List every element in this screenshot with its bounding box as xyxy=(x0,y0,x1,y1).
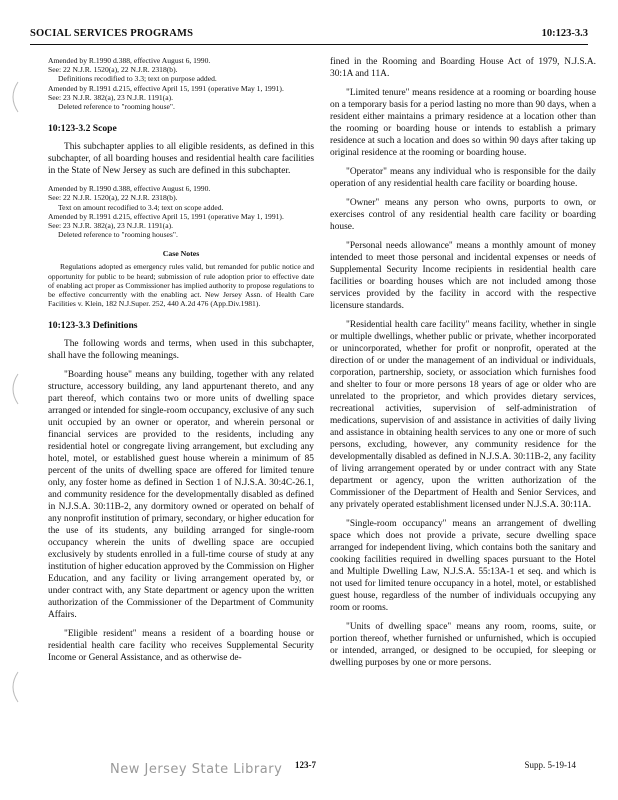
definition-single-room-occupancy: "Single-room occupancy" means an arrangement of dwelling space which does not provide a private, secure dwelling space arranged for independent living, which contains both the sanitary and cooking facilities required in dwelling spaces pursuant to the Hotel and Multiple Dwelling Law, N.J.S.A. 55:13A-1 et seq. and which is not used for limited tenure occupancy in a hotel, motel, or established guest house, regardless of the number of individuals occupying any room or rooms. xyxy=(330,519,596,613)
definitions-intro: The following words and terms, when used in this subchapter, shall have the following meanings. xyxy=(48,339,314,362)
section-heading-definitions: 10:123-3.3 Definitions xyxy=(48,320,138,332)
history-line: See: 22 N.J.R. 1520(a), 22 N.J.R. 2318(b). xyxy=(48,193,178,203)
definition-personal-needs-allowance: "Personal needs allowance" means a monthly amount of money intended to meet those personal and incidental expenses or needs of Supplemental Security Income recipients in residential health care facilities or boarding houses which are not included among those services provided by the facility in accord with the respective licensure standards. xyxy=(330,241,596,311)
history-line: Deleted reference to "rooming house". xyxy=(58,102,175,112)
case-notes-heading: Case Notes xyxy=(162,249,200,259)
margin-scan-mark xyxy=(6,372,20,406)
history-line: Amended by R.1990 d.388, effective August 6, 1990. xyxy=(48,56,211,65)
history-line: Amended by R.1991 d.215, effective April 15, 1991 (operative May 1, 1991). xyxy=(48,211,284,221)
history-line: Amended by R.1991 d.215, effective April 15, 1991 (operative May 1, 1991). xyxy=(48,83,284,93)
margin-scan-mark xyxy=(6,80,20,114)
history-line: See: 23 N.J.R. 382(a), 23 N.J.R. 1191(a). xyxy=(48,92,174,102)
case-notes-text: Regulations adopted as emergency rules valid, but remanded for public notice and opportunity for public to be heard; submission of rule adoption prior to effective date of enabling act proper as Commissioner has implied authority to propose regulations to be effective concurrently with the enabling act. New Jersey Assn. of Health Care Facilities v. Klein, 182 N.J.Super. 252, 440 A.2d 476 (App.Div.1981). xyxy=(48,262,314,309)
right-column xyxy=(330,56,596,676)
definition-operator: "Operator" means any individual who is responsible for the daily operation of any residential health care facility or boarding house. xyxy=(330,167,596,189)
left-column xyxy=(48,56,314,671)
scope-paragraph: This subchapter applies to all eligible residents, as defined in this subchapter, of all boarding houses and residential health care facilities in the State of New Jersey as such are defined in this subchapter. xyxy=(48,142,314,177)
history-line: Text on amount recodified to 3.4; text on scope added. xyxy=(58,202,224,212)
history-line: See: 22 N.J.R. 1520(a), 22 N.J.R. 2318(b). xyxy=(48,65,178,75)
definition-limited-tenure: "Limited tenure" means residence at a rooming or boarding house on a temporary basis for a period lasting no more than 90 days, when a resident either maintains a primary residence at a location other than the rooming or boarding house or intends to establish a primary residence at such a location and does so within 90 days after taking up original residence at the rooming or boarding house. xyxy=(330,88,596,158)
page-number: 123-7 xyxy=(295,760,316,770)
history-notes-3-2 xyxy=(48,184,314,239)
header-section-number: 10:123-3.3 xyxy=(541,28,588,39)
history-line: See: 23 N.J.R. 382(a), 23 N.J.R. 1191(a). xyxy=(48,221,174,231)
history-line: Amended by R.1990 d.388, effective August 6, 1990. xyxy=(48,184,211,194)
margin-scan-mark xyxy=(6,670,20,704)
history-line: Definitions recodified to 3.3; text on purpose added. xyxy=(58,74,217,84)
history-notes-3-1 xyxy=(48,56,314,111)
definition-units-of-dwelling-space: "Units of dwelling space" means any room, rooms, suite, or portion thereof, whether furnished or unfurnished, which is occupied or intended, arranged, or designed to be occupied, for sleeping or dwelling purposes by one or more persons. xyxy=(330,622,596,668)
definition-eligible-resident: "Eligible resident" means a resident of a boarding house or residential health care facility who receives Supplemental Security Income or General Assistance, and as otherwise de- xyxy=(48,629,314,664)
definition-residential-health-care-facility: "Residential health care facility" means facility, whether in single or multiple dwellings, whether public or private, whether incorporated or unincorporated, whether for profit or nonprofit, operated at the direction of or under the management of an individual or individuals, corporation, partnership, society, or association which furnishes food and shelter to four or more persons 18 years of age or older who are unrelated to the proprietor, and which provides dietary services, recreational activities, supervision of self-administration of medications, supervision of and assistance in activities of daily living and assistance in obtaining health services to any one or more of such persons, excluding, however, any community residence for the developmentally disabled as defined in N.J.S.A. 30:11B-2, any facility of living arrangement operated by or under contract with any State department or agency, upon the written authorization of the Commissioner of the Department of Health and Senior Services, and any privately operated establishment licensed under N.J.S.A. 30:11A. xyxy=(330,320,596,510)
header-chapter-title: SOCIAL SERVICES PROGRAMS xyxy=(30,28,194,39)
definition-continuation: fined in the Rooming and Boarding House Act of 1979, N.J.S.A. 30:1A and 11A. xyxy=(330,57,596,79)
library-watermark: New Jersey State Library xyxy=(110,762,283,777)
definition-owner: "Owner" means any person who owns, purports to own, or exercises control of any residential health care facility or boarding house. xyxy=(330,198,596,232)
definition-boarding-house: "Boarding house" means any building, together with any related structure, accessory building, any land appurtenant thereto, and any part thereof, which contains two or more units of dwelling space arranged or intended for single-room occupancy, exclusive of any such unit occupied by an owner or operator, and wherein personal or financial services are provided to the residents, including any residential hotel or congregate living arrangement, but excluding any hotel, motel, or established guest house wherein a minimum of 85 percent of the units of dwelling space are offered for limited tenure only, any foster home as defined in Section 1 of N.J.S.A. 30:4C-26.1, and community residence for the developmentally disabled as defined in N.J.S.A. 30:11B-2, any dormitory owned or operated on behalf of any nonprofit institution of primary, secondary, or higher education for the use of its students, any building arranged for single-room occupancy wherein the units of dwelling space are occupied exclusively by students enrolled in a full-time course of study at any institution of higher education approved by the Commission on Higher Education, and any facility or living arrangement operated by, or under contract with, any State department or agency upon the written authorization of the Commissioner of the Department of Community Affairs. xyxy=(48,370,314,621)
supplement-date: Supp. 5-19-14 xyxy=(524,760,576,770)
section-heading-scope: 10:123-3.2 Scope xyxy=(48,123,117,135)
history-line: Deleted reference to "rooming houses". xyxy=(58,230,178,240)
running-header xyxy=(30,28,588,45)
